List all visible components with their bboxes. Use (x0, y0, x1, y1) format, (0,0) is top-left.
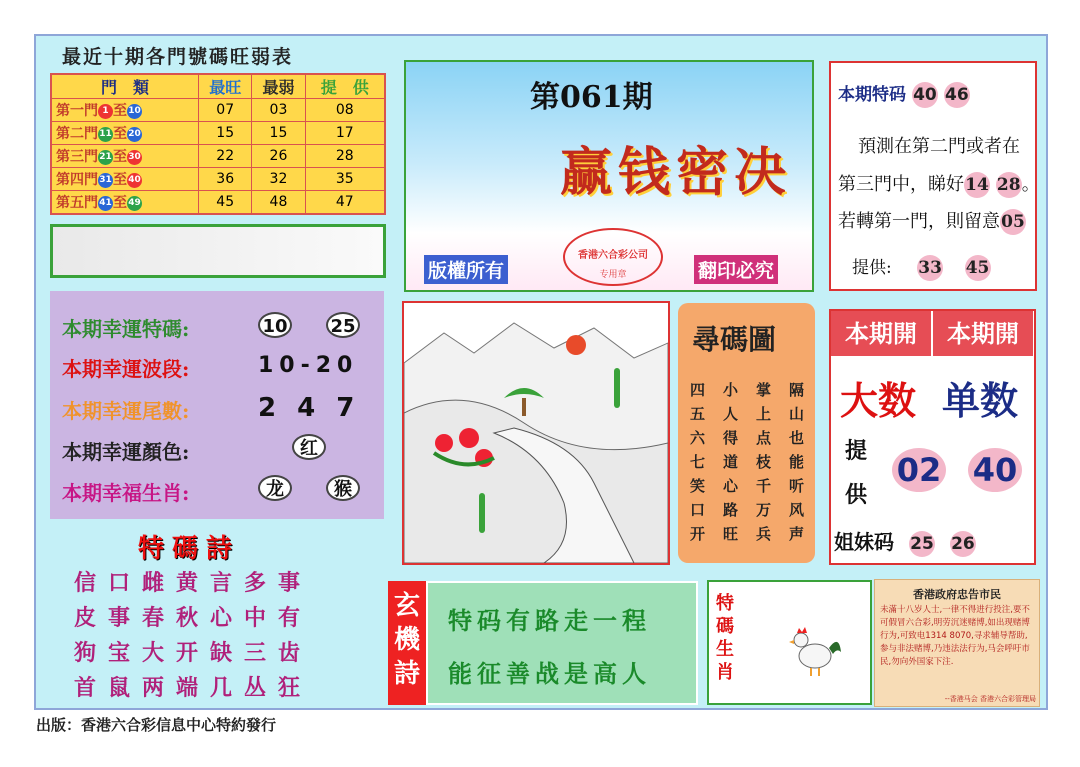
provide-cell: 47 (305, 191, 385, 215)
table-row (51, 99, 385, 122)
table-row (51, 168, 385, 191)
poem-row: 首鼠两端几丛狂 (74, 675, 313, 701)
cold-cell: 32 (252, 168, 305, 191)
table-row (51, 145, 385, 168)
zodiac-label: 特碼生肖 (716, 593, 734, 683)
open-odd-value: 单数 (942, 378, 1019, 423)
lucky-tail-label: 本期幸運尾數: (62, 399, 190, 423)
prediction-provide-num: 45 (965, 255, 991, 281)
range-connector: 至 (113, 126, 127, 142)
lucky-special-num: 25 (326, 312, 360, 338)
prediction-line-1: 預測在第二門或者在 (858, 136, 1020, 157)
sister-code (834, 526, 976, 557)
lucky-wave-value: 10-20 (258, 353, 359, 378)
lucky-color-value: 红 (292, 434, 326, 460)
range-from-ball: 1 (98, 104, 113, 119)
stamp-subtext: 专用章 (599, 270, 627, 280)
poem-row: 皮事春秋心中有 (74, 605, 313, 631)
cold-cell: 03 (252, 99, 305, 122)
range-from-ball: 21 (98, 150, 113, 165)
hot-cell: 07 (199, 99, 252, 122)
find-code-column: 四五六七笑口开 (690, 381, 706, 543)
door-cell (51, 99, 199, 122)
gov-notice-title: 香港政府忠告市民 (913, 588, 1001, 601)
lucky-special-label: 本期幸運特碼: (62, 317, 190, 341)
col-header-hot: 最旺 (199, 74, 252, 99)
cold-cell: 15 (252, 122, 305, 145)
provide-cell: 08 (305, 99, 385, 122)
publisher-footer: 出版：香港六合彩信息中心特約發行 (36, 716, 277, 734)
find-code-column: 小人得道心路旺 (723, 381, 739, 543)
blank-banner (50, 224, 386, 278)
range-to-ball: 10 (127, 104, 142, 119)
door-label: 第三門 (56, 149, 98, 165)
landscape-icon (404, 303, 668, 563)
open-big-value: 大数 (840, 378, 917, 423)
scenery-illustration (402, 301, 670, 565)
prediction-provide-label: 提供: (852, 258, 892, 278)
open-head-left: 本期開 (831, 311, 931, 356)
door-cell (51, 145, 199, 168)
stats-table (50, 73, 386, 215)
mystery-tag (388, 581, 426, 705)
poem-row: 狗宝大开缺三齿 (74, 640, 313, 666)
hot-cell: 22 (199, 145, 252, 168)
range-to-ball: 30 (127, 150, 142, 165)
find-code-column: 隔山也能听风声 (789, 381, 805, 543)
lucky-zodiac-value: 龙 (258, 475, 292, 501)
table-row (51, 122, 385, 145)
door-cell (51, 122, 199, 145)
table-row (51, 191, 385, 215)
lucky-tail-value: 2 4 7 (258, 393, 361, 423)
poem-title: 特碼詩 (138, 534, 241, 564)
provide-cell: 28 (305, 145, 385, 168)
prediction-num: 05 (1000, 209, 1026, 235)
prediction-line-3 (838, 207, 1026, 235)
prediction-title-num: 46 (944, 82, 970, 108)
door-label: 第五門 (56, 195, 98, 211)
mystery-line: 特码有路走一程 (448, 606, 651, 635)
door-label: 第二門 (56, 126, 98, 142)
lucky-color-label: 本期幸運顏色: (62, 440, 190, 464)
range-connector: 至 (113, 195, 127, 211)
range-connector: 至 (113, 103, 127, 119)
mystery-tag-text: 玄機詩 (394, 591, 421, 689)
open-provide-num: 02 (892, 448, 946, 492)
gov-notice-body: 未滿十八岁人士,一律不得进行投注,要不可假冒六合彩,明劳沉迷赌博,如出现赌博行为,可致电1314 8070,寻求辅导帮助,参与非法赌博,乃违法法行为,马会呼吁市民,勿向外国家下注. (880, 605, 1030, 667)
prediction-line-2 (838, 170, 1040, 198)
door-label: 第一門 (56, 103, 98, 119)
prediction-num: 28 (996, 172, 1022, 198)
find-code-column: 掌上点枝千万兵 (756, 381, 772, 543)
range-connector: 至 (113, 172, 127, 188)
provide-cell: 35 (305, 168, 385, 191)
open-provide-num: 40 (968, 448, 1022, 492)
range-from-ball: 41 (98, 196, 113, 211)
sister-code-num: 25 (909, 531, 935, 557)
open-head-right: 本期開 (933, 311, 1033, 356)
lucky-wave-label: 本期幸運波段: (62, 357, 190, 381)
sister-code-label: 姐妹码 (834, 530, 894, 554)
gov-notice-signature: --香港马会 香港六合彩管理局 (944, 695, 1036, 703)
lucky-zodiac-value: 猴 (326, 475, 360, 501)
door-label: 第四門 (56, 172, 98, 188)
range-to-ball: 49 (127, 196, 142, 211)
range-connector: 至 (113, 149, 127, 165)
prediction-title-label: 本期特码 (838, 85, 906, 105)
range-from-ball: 31 (98, 173, 113, 188)
cold-cell: 26 (252, 145, 305, 168)
col-header-provide: 提 供 (305, 74, 385, 99)
provide-cell: 17 (305, 122, 385, 145)
hot-cell: 15 (199, 122, 252, 145)
prediction-provide (852, 253, 991, 281)
door-cell (51, 168, 199, 191)
prediction-provide-num: 33 (917, 255, 943, 281)
range-to-ball: 20 (127, 127, 142, 142)
open-provide-label: 提供 (845, 439, 868, 508)
prediction-line-2-text: 第三門中，睇好 (838, 174, 964, 195)
prediction-title (838, 80, 970, 108)
stamp-text: 香港六合彩公司 (578, 250, 648, 261)
col-header-door: 門 類 (51, 74, 199, 99)
stats-table-body (51, 99, 385, 215)
range-from-ball: 11 (98, 127, 113, 142)
issue-number: 第061期 (530, 80, 653, 115)
poem-row: 信口雌黄言多事 (74, 570, 313, 596)
sister-code-num: 26 (950, 531, 976, 557)
lucky-special-num: 10 (258, 312, 292, 338)
range-to-ball: 40 (127, 173, 142, 188)
company-stamp (563, 228, 663, 286)
mystery-line: 能征善战是高人 (448, 659, 651, 688)
table-header-row (51, 74, 385, 99)
door-cell (51, 191, 199, 215)
hot-cell: 36 (199, 168, 252, 191)
cold-cell: 48 (252, 191, 305, 215)
slogan-title: 赢钱密决 (560, 142, 793, 203)
prediction-line-2-end: 。 (1021, 174, 1040, 195)
prediction-title-num: 40 (912, 82, 938, 108)
prediction-line-3-text: 若轉第一門，則留意 (838, 211, 1000, 232)
stats-table-title: 最近十期各門號碼旺弱表 (62, 46, 294, 68)
rooster-icon (785, 618, 845, 678)
no-reprint-label: 翻印必究 (694, 255, 778, 284)
find-code-title: 尋碼圖 (692, 323, 777, 356)
copyright-label: 版權所有 (424, 255, 508, 284)
col-header-cold: 最弱 (252, 74, 305, 99)
prediction-num: 14 (964, 172, 990, 198)
lucky-zodiac-label: 本期幸福生肖: (62, 481, 190, 505)
hot-cell: 45 (199, 191, 252, 215)
